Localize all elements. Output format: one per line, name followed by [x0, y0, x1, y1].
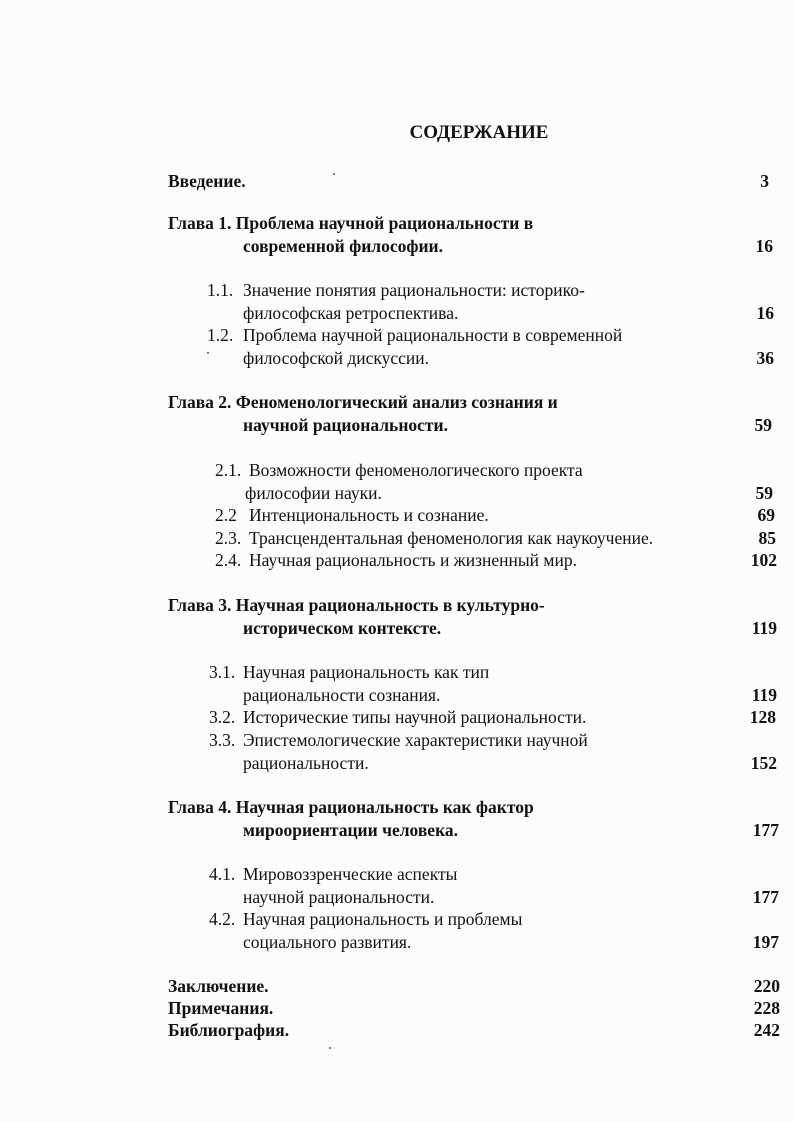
toc-chapter4-line2: мироориентации человека.	[243, 820, 459, 840]
toc-s1-2-num: 1.2.	[207, 325, 234, 345]
toc-s2-1-line1: Возможности феноменологического проекта	[249, 460, 583, 480]
page-title: СОДЕРЖАНИЕ	[409, 122, 549, 143]
toc-s3-1-line2: рациональности сознания.	[243, 685, 441, 705]
toc-s3-2-num: 3.2.	[209, 707, 236, 727]
toc-chapter3-page: 119	[751, 618, 777, 638]
scan-speck	[333, 173, 335, 175]
toc-s1-1-page: 16	[756, 303, 774, 323]
toc-conclusion-page: 220	[753, 976, 780, 996]
toc-intro-page: 3	[760, 171, 769, 191]
toc-chapter1-page: 16	[755, 236, 773, 256]
toc-s4-2-page: 197	[752, 932, 779, 952]
toc-chapter2-line1: Глава 2. Феноменологический анализ сознания и	[168, 392, 558, 412]
toc-s1-2-page: 36	[756, 348, 774, 368]
toc-s3-3-page: 152	[750, 753, 777, 773]
toc-intro-label: Введение.	[168, 171, 246, 191]
toc-chapter1-line1: Глава 1. Проблема научной рациональности в	[168, 213, 534, 233]
toc-s1-2-line2: философской дискуссии.	[243, 348, 430, 368]
toc-chapter3-line2: историческом контексте.	[243, 618, 442, 638]
toc-s2-2-num: 2.2	[215, 505, 237, 525]
toc-s2-2-page: 69	[757, 505, 775, 525]
toc-conclusion-label: Заключение.	[168, 976, 269, 996]
toc-s4-1-line2: научной рациональности.	[243, 887, 435, 907]
toc-chapter2-line2: научной рациональности.	[243, 415, 448, 435]
toc-s3-3-num: 3.3.	[209, 730, 236, 750]
toc-chapter1-line2: современной философии.	[243, 236, 444, 256]
toc-chapter4-page: 177	[752, 820, 779, 840]
toc-s3-1-line1: Научная рациональность как тип	[243, 662, 490, 682]
toc-s4-1-line1: Мировоззренческие аспекты	[243, 864, 458, 884]
toc-s4-2-num: 4.2.	[209, 909, 236, 929]
toc-chapter4-line1: Глава 4. Научная рациональность как фактор	[168, 797, 534, 817]
toc-s3-3-line1: Эпистемологические характеристики научной	[243, 730, 588, 750]
scan-speck	[329, 1047, 331, 1049]
toc-s2-2-line1: Интенциональность и сознание.	[249, 505, 489, 525]
toc-notes-label: Примечания.	[168, 998, 274, 1018]
toc-s2-1-page: 59	[755, 483, 773, 503]
toc-s4-1-page: 177	[752, 887, 779, 907]
toc-s2-1-num: 2.1.	[215, 460, 242, 480]
toc-s3-1-page: 119	[751, 685, 777, 705]
toc-s2-3-line1: Трансцендентальная феноменология как наукоучение.	[249, 528, 654, 548]
scan-speck	[207, 352, 209, 354]
toc-s3-1-num: 3.1.	[209, 662, 236, 682]
toc-chapter3-line1: Глава 3. Научная рациональность в культурно-	[168, 595, 545, 615]
toc-notes-page: 228	[753, 998, 780, 1018]
toc-s2-4-page: 102	[750, 550, 777, 570]
toc-s1-2-line1: Проблема научной рациональности в современной	[243, 325, 623, 345]
toc-s2-1-line2: философии науки.	[245, 483, 382, 503]
toc-s1-1-num: 1.1.	[207, 280, 234, 300]
toc-s2-4-num: 2.4.	[215, 550, 242, 570]
toc-s1-1-line1: Значение понятия рациональности: историко-	[243, 280, 585, 300]
toc-s4-2-line2: социального развития.	[243, 932, 412, 952]
toc-s3-2-line1: Исторические типы научной рациональности.	[243, 707, 587, 727]
toc-chapter2-page: 59	[754, 415, 772, 435]
toc-bibliography-page: 242	[753, 1020, 780, 1040]
toc-s3-3-line2: рациональности.	[243, 753, 369, 773]
toc-s2-3-num: 2.3.	[215, 528, 242, 548]
toc-s2-4-line1: Научная рациональность и жизненный мир.	[249, 550, 577, 570]
toc-s1-1-line2: философская ретроспектива.	[243, 303, 459, 323]
toc-s4-1-num: 4.1.	[209, 864, 236, 884]
toc-s2-3-page: 85	[758, 528, 776, 548]
toc-bibliography-label: Библиография.	[168, 1020, 290, 1040]
toc-s3-2-page: 128	[749, 707, 776, 727]
toc-s4-2-line1: Научная рациональность и проблемы	[243, 909, 523, 929]
